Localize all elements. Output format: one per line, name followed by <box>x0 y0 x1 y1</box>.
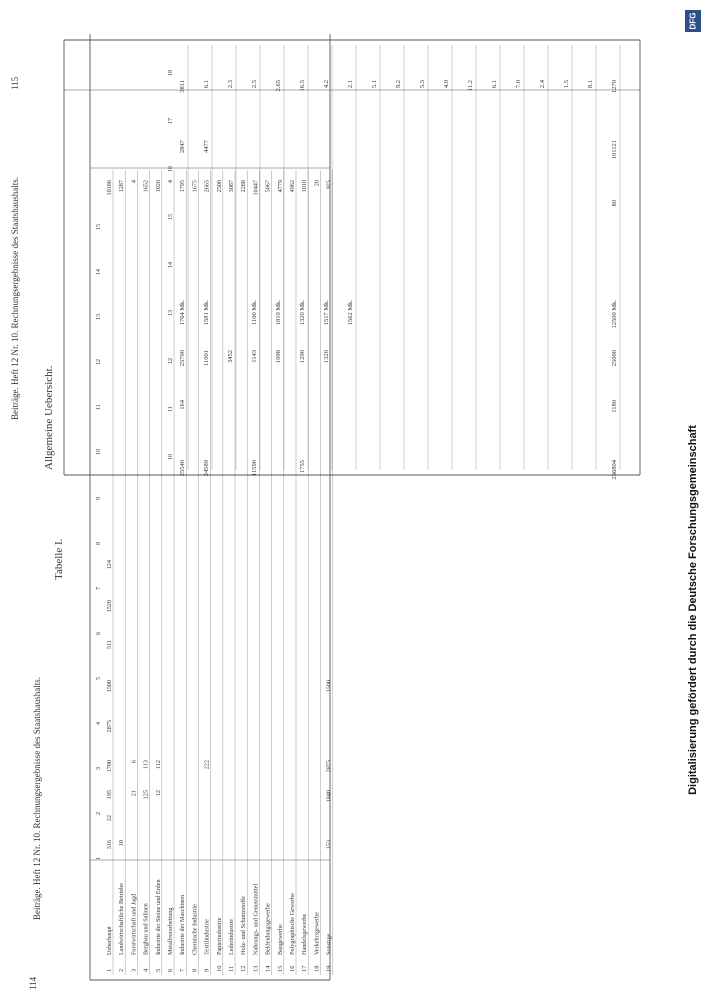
dfg-stamp <box>684 10 702 990</box>
column-number: 11 <box>168 406 174 412</box>
table-cell: 101121 <box>611 140 618 160</box>
table-cell: 2.3 <box>227 80 234 89</box>
table-cell: 10186 <box>106 180 113 196</box>
table-title: Tabelle I. <box>53 538 65 580</box>
table-cell: 22 <box>106 815 113 822</box>
table-cell: 316 <box>106 840 113 850</box>
right-page <box>10 40 640 480</box>
table-cell: 1270 <box>611 80 618 93</box>
row-number: 5 <box>154 968 162 972</box>
column-number: 16 <box>168 166 174 172</box>
table-cell: 24589 <box>203 460 210 477</box>
table-cell: 3087 <box>228 180 235 193</box>
table-cell: 11.2 <box>467 80 474 92</box>
row-number: 17 <box>301 965 309 972</box>
table-cell: 4962 <box>289 180 296 193</box>
row-label: Holz- und Schnitzstoffe <box>240 896 248 955</box>
table-cell: 3452 <box>227 350 234 363</box>
table-cell: 1180 <box>611 400 618 413</box>
table-cell: 20 <box>313 180 321 187</box>
table-cell: 1287 <box>118 180 126 193</box>
row-label: Chemische Industrie <box>191 903 199 955</box>
table-cell: 2.65 <box>275 80 282 92</box>
column-number: 1 <box>96 857 102 860</box>
table-cell: 1.5 <box>563 80 570 89</box>
row-number: 1 <box>106 968 113 972</box>
row-number: 15 <box>276 965 284 972</box>
running-head: Beiträge. Heft 12 Nr. 10. Rechnungsergebnisse des Staatshaushalts. <box>10 176 20 420</box>
table-cell: 1100 Mk. <box>251 300 258 326</box>
table-cell: 3811 <box>179 80 186 93</box>
table-cell: 4.0 <box>443 80 450 89</box>
row-label: Baugewerbe <box>276 924 284 955</box>
row-number: 18 <box>313 965 321 972</box>
row-number: 13 <box>252 965 260 972</box>
table-cell: 2500 <box>215 180 223 193</box>
column-number: 14 <box>168 262 174 268</box>
table-cell: 16.5 <box>299 80 306 92</box>
table-cell: 25790 <box>179 350 186 367</box>
table-cell: 1320 Mk. <box>299 300 306 326</box>
table-cell: 1520 <box>106 600 113 613</box>
table-cell: 153 <box>325 840 333 850</box>
dfg-funding-note: Digitalisierung gefördert durch die Deutsche Forschungsgemeinschaft <box>687 425 699 795</box>
table-cell: 7.0 <box>515 80 522 89</box>
table-cell: 124 <box>106 560 113 570</box>
table-cell: 11001 <box>203 350 210 367</box>
page-number: 114 <box>28 976 38 990</box>
table-cell: 11590 <box>251 460 258 477</box>
running-head: Beiträge. Heft 12 Nr. 10. Rechnungsergebnisse des Staatshaushalts. <box>32 676 42 920</box>
column-number: 17 <box>168 118 174 124</box>
table-cell: 2875 <box>325 760 333 773</box>
table-cell: 1143 <box>251 350 258 363</box>
row-number: 11 <box>228 965 235 972</box>
table-cell: 1581 Mk. <box>203 300 210 326</box>
row-label: Bekleidungsgewerbe <box>264 903 272 955</box>
table-cell: 1764 Mk. <box>179 300 186 326</box>
row-number: 8 <box>191 968 199 972</box>
row-label: Nahrungs- und Genussmittel <box>252 883 260 955</box>
table-cell: 6 <box>130 760 138 764</box>
table-cell: 10 <box>118 840 126 847</box>
table-cell: 25000 <box>611 350 618 367</box>
table-cell: 1098 <box>275 350 282 363</box>
table-cell: 9.2 <box>395 80 402 89</box>
table-cell: 2.4 <box>539 80 546 89</box>
table-cell: 1290 <box>299 350 306 363</box>
left-page <box>28 34 333 990</box>
row-label: Industrie der Maschinen <box>179 894 187 955</box>
page-number: 115 <box>10 76 20 90</box>
row-label: Industrie der Steine und Erden <box>154 879 162 955</box>
table-cell: 5.1 <box>371 80 378 89</box>
table-cell: 10447 <box>252 180 260 196</box>
row-label: Ueberhaupt <box>106 926 113 955</box>
row-label: Bergbau und Salinen <box>142 903 150 955</box>
table-cell: 1840 <box>325 790 333 803</box>
table-cell: 1500 <box>106 680 113 693</box>
row-number: 2 <box>118 968 126 972</box>
column-number: 6 <box>96 632 102 635</box>
table-cell: 113 <box>142 760 150 770</box>
row-number: 14 <box>264 965 272 972</box>
table-cell: 6.1 <box>491 80 498 89</box>
table-cell: 1562 Mk. <box>347 300 354 326</box>
table-cell: 21 <box>130 790 138 797</box>
table-cell: 1795 <box>179 180 187 193</box>
row-label: Forstwirtschaft und Jagd <box>130 893 138 955</box>
row-number: 4 <box>142 968 150 972</box>
column-number: 12 <box>168 358 174 364</box>
column-number: 14 <box>96 269 102 275</box>
column-number: 10 <box>168 454 174 460</box>
row-number: 6 <box>167 968 174 972</box>
column-number: 8 <box>96 542 102 545</box>
row-number: 12 <box>240 965 248 972</box>
column-number: 13 <box>168 310 174 316</box>
table-cell: 1500 <box>325 680 333 693</box>
table-cell: 4 <box>130 180 138 184</box>
table-cell: 8.1 <box>587 80 594 89</box>
column-number: 15 <box>96 224 102 230</box>
table-cell: 12 <box>154 790 162 797</box>
column-number: 2 <box>96 812 102 815</box>
table-cell: 1675 <box>191 180 199 193</box>
table-cell: 1320 <box>323 350 330 363</box>
table-cell: 2665 <box>203 180 211 193</box>
column-number: 15 <box>168 214 174 220</box>
row-label: Lederindustrie <box>228 918 235 955</box>
table-cell: 1020 <box>154 180 162 193</box>
row-number: 19 <box>325 965 333 972</box>
column-number: 13 <box>96 314 102 320</box>
table-cell: 1517 Mk. <box>323 300 330 326</box>
table-cell: 236804 <box>611 460 618 480</box>
row-number: 16 <box>289 965 296 972</box>
row-number: 7 <box>179 968 187 972</box>
table-cell: 6.1 <box>203 80 210 89</box>
table-cell: 4779 <box>276 180 284 193</box>
table-cell: 5067 <box>264 180 272 193</box>
row-label: Verkehrsgewerbe <box>313 912 321 955</box>
row-label: Textilindustrie <box>203 919 211 955</box>
row-label: Polygraphische Gewerbe <box>289 892 296 955</box>
table-cell: 2288 <box>240 180 248 193</box>
table-cell: 125 <box>142 790 150 800</box>
table-cell: 80 <box>611 200 618 207</box>
row-label: Landwirtschaftliche Betriebe <box>118 883 126 955</box>
row-label: Metallverarbeitung <box>167 907 174 955</box>
table-cell: 4 <box>167 180 174 184</box>
table-cell: 2847 <box>179 140 186 153</box>
table-cell: 25540 <box>179 460 186 477</box>
table-cell: 4.2 <box>323 80 330 89</box>
table-cell: 4477 <box>203 140 210 153</box>
table-cell: 1010 <box>301 180 309 193</box>
row-number: 3 <box>130 968 138 972</box>
dfg-logo-text: DFG <box>688 12 698 30</box>
table-cell: 1810 Mk. <box>275 300 282 326</box>
row-label: Papierindustrie <box>215 917 223 955</box>
row-label: Sonstige <box>325 933 333 955</box>
row-number: 9 <box>203 968 211 972</box>
row-label: Handelsgewerbe <box>301 913 309 955</box>
column-number: 18 <box>168 70 174 76</box>
table-cell: 1652 <box>142 180 150 193</box>
table-cell: 195 <box>106 790 113 800</box>
row-number: 10 <box>215 965 223 972</box>
column-number: 9 <box>96 497 102 500</box>
table-cell: 5.3 <box>419 80 426 89</box>
column-number: 7 <box>96 587 102 590</box>
table-cell: 2.1 <box>347 80 354 89</box>
dfg-logo-badge <box>685 10 701 32</box>
table-cell: 164 <box>179 400 186 410</box>
table-cell: 12500 Mk. <box>611 300 618 329</box>
table-cell: 112 <box>154 760 162 770</box>
table-cell: 2.5 <box>251 80 258 89</box>
column-number: 12 <box>96 359 102 365</box>
section-title: Allgemeine Uebersicht. <box>43 365 55 470</box>
table-cell: 2875 <box>106 720 113 733</box>
column-number: 4 <box>96 722 102 725</box>
column-number: 5 <box>96 677 102 680</box>
table-cell: 925 <box>325 180 333 190</box>
column-number: 3 <box>96 767 102 770</box>
table-cell: 511 <box>106 640 113 650</box>
table-cell: 222 <box>203 760 211 770</box>
table-cell: 1755 <box>299 460 306 473</box>
table-cell: 1700 <box>106 760 113 773</box>
column-number: 10 <box>96 449 102 455</box>
column-number: 11 <box>96 404 102 410</box>
